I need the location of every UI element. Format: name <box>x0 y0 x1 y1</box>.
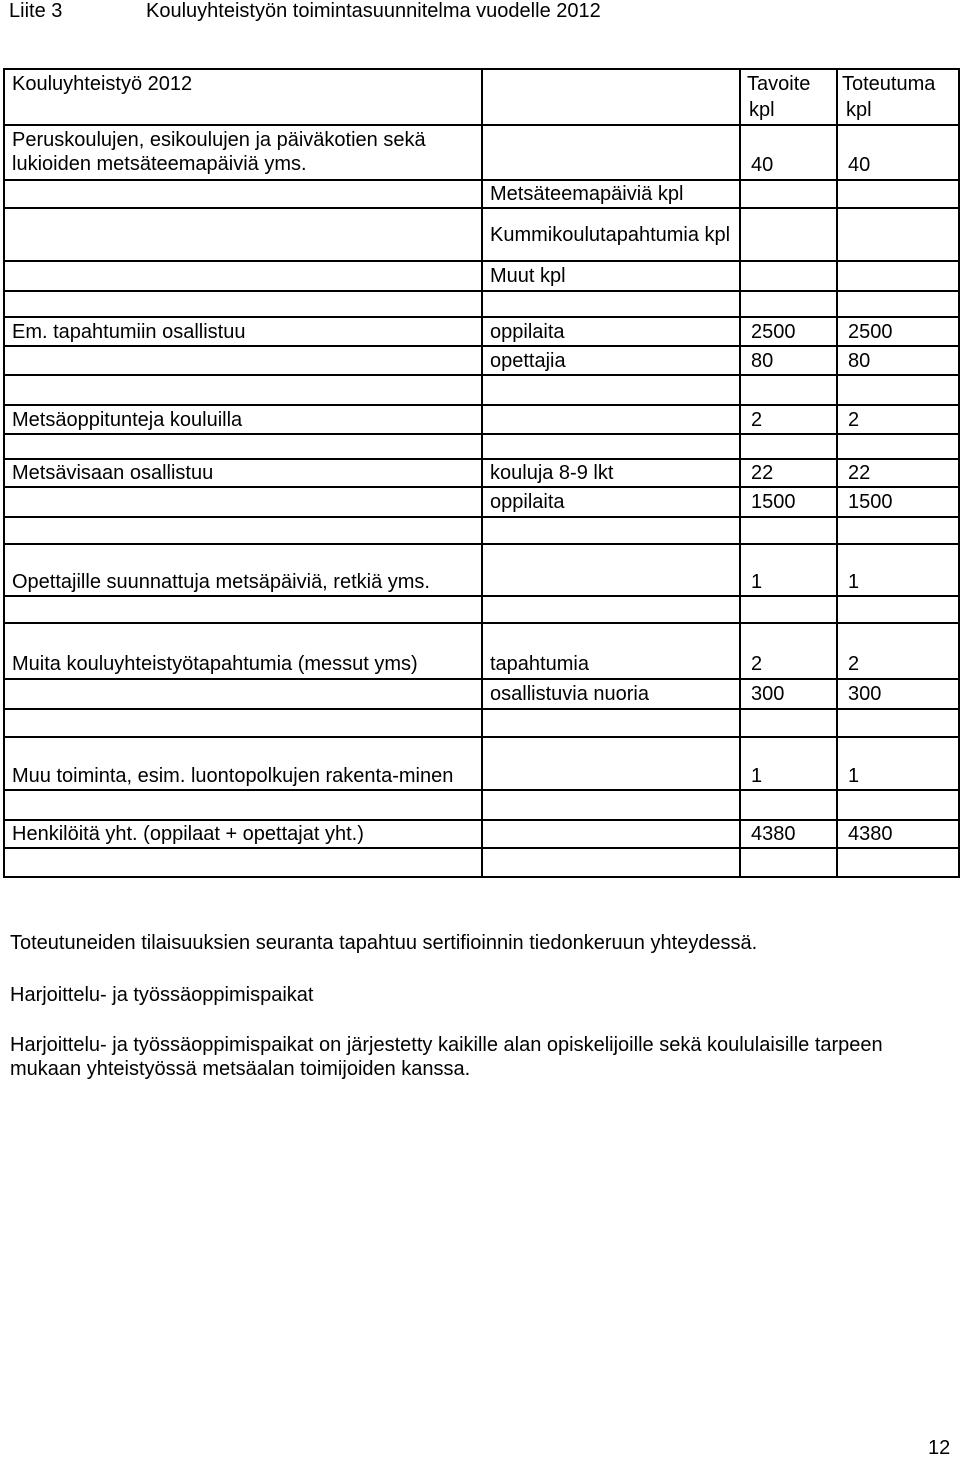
quiz-pupils-actual-cell: 1500 <box>837 487 959 517</box>
empty-cell <box>4 346 482 375</box>
empty-cell <box>482 405 740 434</box>
table-row <box>4 737 959 790</box>
internship-paragraph: Harjoittelu- ja työssäoppimispaikat on järjestetty kaikille alan opiskelijoille sekä koululaisille tarpeen mukaan yhteistyössä metsäalan toimijoiden kanssa. <box>10 1034 883 1080</box>
table-row <box>4 317 959 346</box>
monitoring-paragraph: Toteutuneiden tilaisuuksien seuranta tapahtuu sertifioinnin tiedonkeruun yhteydessä. <box>10 932 758 954</box>
pupils-label-cell: oppilaita <box>482 317 740 346</box>
quiz-schools-target-cell: 22 <box>740 459 837 487</box>
header-activity-cell: Kouluyhteistyö 2012 <box>4 69 482 98</box>
table-row <box>4 820 959 848</box>
spacer-row <box>4 848 959 877</box>
table-row <box>4 261 959 291</box>
empty-cell <box>482 820 740 848</box>
page-header <box>0 0 960 24</box>
empty-cell <box>4 180 482 208</box>
persons-total-label-cell: Henkilöitä yht. (oppilaat + opettajat yht.) <box>4 820 482 848</box>
unit-empty-cell <box>4 98 482 125</box>
other-events-sub-cell: tapahtumia <box>482 623 740 679</box>
theme-days-label-cell: Peruskoulujen, esikoulujen ja päiväkotien sekä lukioiden metsäteemapäiviä yms. <box>4 125 482 180</box>
unit-actual-cell: kpl <box>837 98 959 125</box>
quiz-pupils-target-cell: 1500 <box>740 487 837 517</box>
table-row <box>4 679 959 709</box>
spacer-row <box>4 790 959 820</box>
teacher-days-actual-cell: 1 <box>837 544 959 596</box>
forest-lessons-label-cell: Metsäoppitunteja kouluilla <box>4 405 482 434</box>
header-empty-cell <box>482 69 740 98</box>
school-cooperation-table <box>3 68 960 878</box>
table-row <box>4 487 959 517</box>
other-events-actual-cell: 2 <box>837 623 959 679</box>
empty-cell <box>740 180 837 208</box>
youth-label-cell: osallistuvia nuoria <box>482 679 740 709</box>
table-row <box>4 544 959 596</box>
persons-total-target-cell: 4380 <box>740 820 837 848</box>
spacer-row <box>4 291 959 317</box>
spacer-row <box>4 596 959 623</box>
teacher-days-target-cell: 1 <box>740 544 837 596</box>
sub-other-cell: Muut kpl <box>482 261 740 291</box>
teacher-days-label-cell: Opettajille suunnattuja metsäpäiviä, retkiä yms. <box>4 544 482 596</box>
sub-theme-days-cell: Metsäteemapäiviä kpl <box>482 180 740 208</box>
document-title: Kouluyhteistyön toimintasuunnitelma vuodelle 2012 <box>146 0 601 22</box>
theme-days-actual-cell: 40 <box>837 125 959 180</box>
forest-lessons-actual-cell: 2 <box>837 405 959 434</box>
teachers-label-cell: opettajia <box>482 346 740 375</box>
table-row <box>4 208 959 261</box>
empty-cell <box>837 180 959 208</box>
youth-actual-cell: 300 <box>837 679 959 709</box>
persons-total-actual-cell: 4380 <box>837 820 959 848</box>
table-row <box>4 180 959 208</box>
quiz-label-cell: Metsävisaan osallistuu <box>4 459 482 487</box>
teachers-target-cell: 80 <box>740 346 837 375</box>
spacer-row <box>4 375 959 405</box>
empty-cell <box>837 208 959 261</box>
table-row <box>4 346 959 375</box>
participants-label-cell: Em. tapahtumiin osallistuu <box>4 317 482 346</box>
other-activity-target-cell: 1 <box>740 737 837 790</box>
other-activity-actual-cell: 1 <box>837 737 959 790</box>
forest-lessons-target-cell: 2 <box>740 405 837 434</box>
youth-target-cell: 300 <box>740 679 837 709</box>
empty-cell <box>482 737 740 790</box>
sub-sponsor-events-cell: Kummikoulutapahtumia kpl <box>482 208 740 261</box>
spacer-row <box>4 709 959 737</box>
table-header-row <box>4 69 959 98</box>
empty-cell <box>837 261 959 291</box>
table-row <box>4 623 959 679</box>
empty-cell <box>482 544 740 596</box>
spacer-row <box>4 434 959 459</box>
header-target-cell: Tavoite <box>740 69 837 98</box>
empty-cell <box>4 208 482 261</box>
other-activity-label-cell: Muu toiminta, esim. luontopolkujen rakenta-minen <box>4 737 482 790</box>
appendix-label: Liite 3 <box>9 0 63 22</box>
pupils-target-cell: 2500 <box>740 317 837 346</box>
table-unit-row <box>4 98 959 125</box>
pupils-actual-cell: 2500 <box>837 317 959 346</box>
quiz-schools-actual-cell: 22 <box>837 459 959 487</box>
empty-cell <box>740 208 837 261</box>
theme-days-target-cell: 40 <box>740 125 837 180</box>
empty-cell <box>4 261 482 291</box>
theme-days-empty-cell <box>482 125 740 180</box>
empty-cell <box>4 487 482 517</box>
table-row <box>4 405 959 434</box>
empty-cell <box>740 261 837 291</box>
internship-heading: Harjoittelu- ja työssäoppimispaikat <box>10 984 314 1006</box>
table-row <box>4 125 959 180</box>
table-row <box>4 459 959 487</box>
unit-empty-cell-2 <box>482 98 740 125</box>
page-number: 12 <box>928 1437 951 1459</box>
spacer-row <box>4 517 959 544</box>
header-actual-cell: Toteutuma <box>837 69 959 98</box>
quiz-schools-label-cell: kouluja 8-9 lkt <box>482 459 740 487</box>
empty-cell <box>4 679 482 709</box>
other-events-label-cell: Muita kouluyhteistyötapahtumia (messut yms) <box>4 623 482 679</box>
other-events-target-cell: 2 <box>740 623 837 679</box>
quiz-pupils-label-cell: oppilaita <box>482 487 740 517</box>
teachers-actual-cell: 80 <box>837 346 959 375</box>
unit-target-cell: kpl <box>740 98 837 125</box>
